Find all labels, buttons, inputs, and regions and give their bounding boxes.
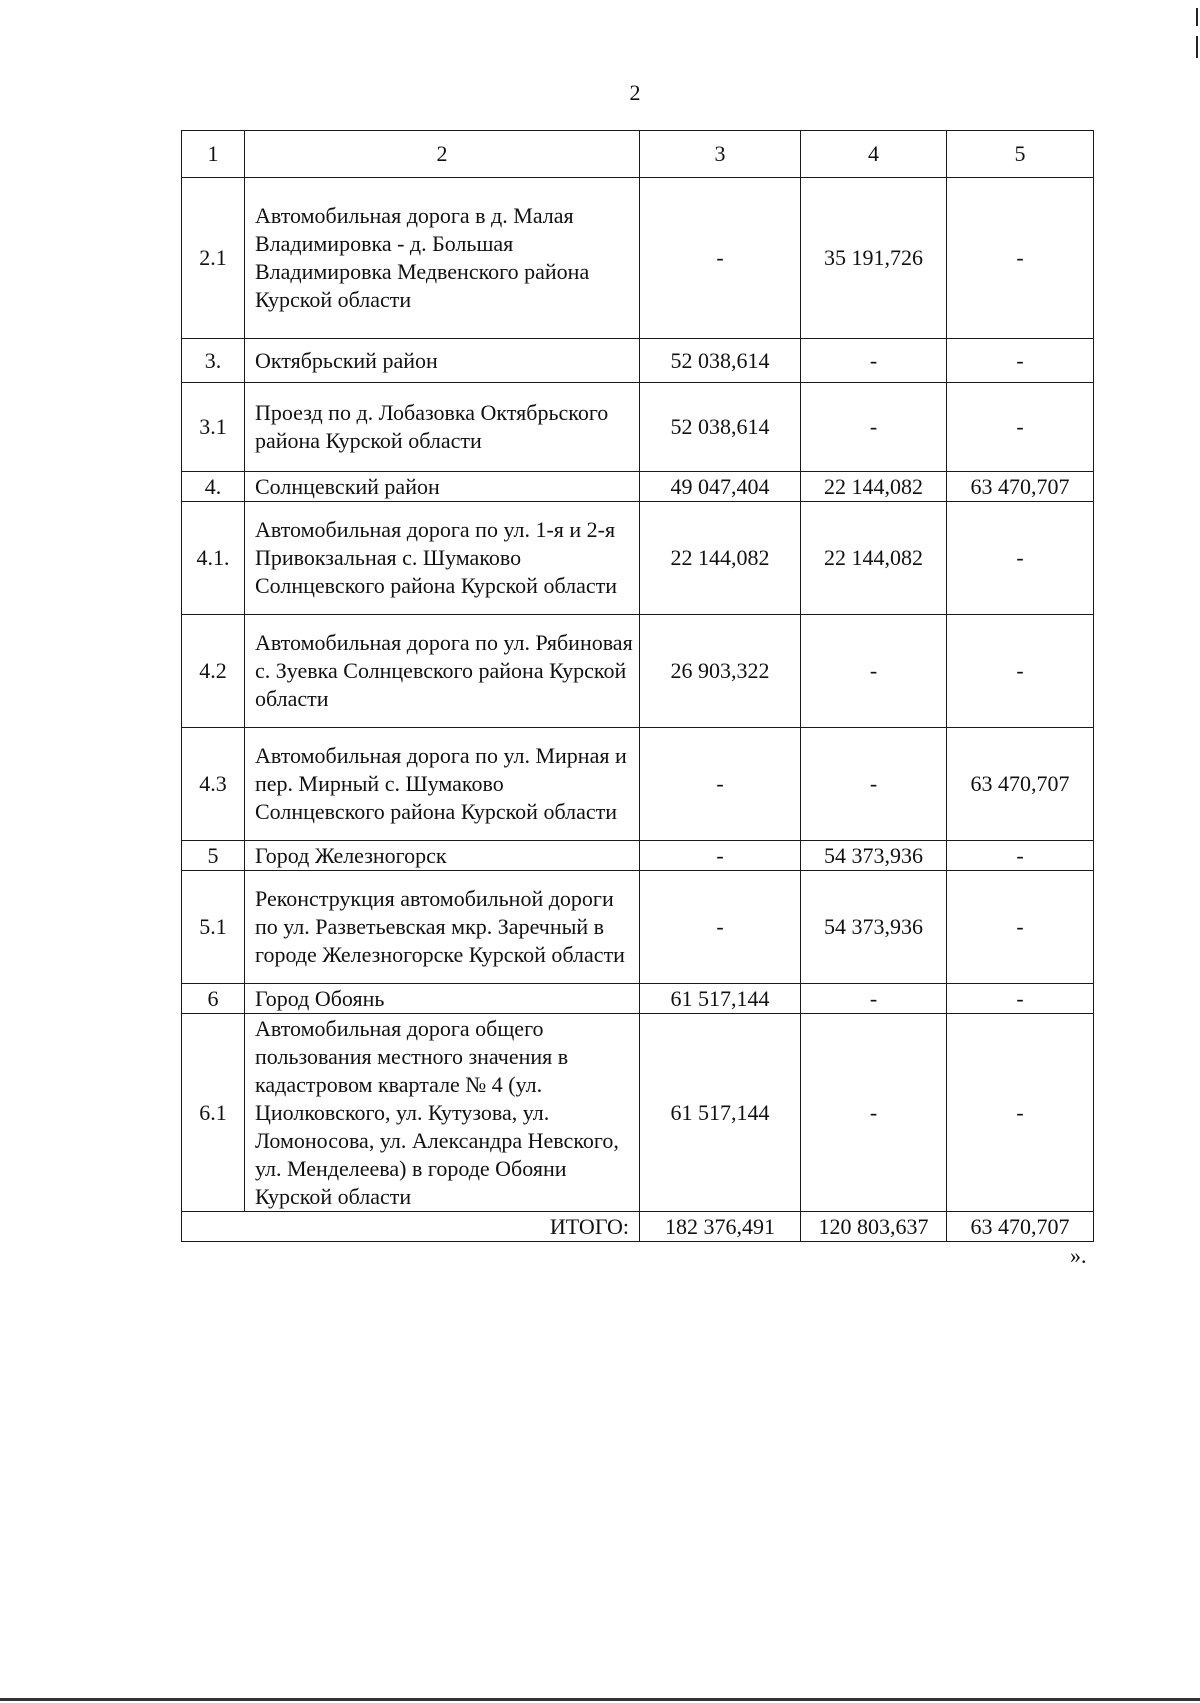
- funding-table: [181, 130, 1094, 1242]
- row-value-col4: 35 191,726: [801, 178, 947, 339]
- row-value-col5: 63 470,707: [947, 728, 1094, 841]
- scan-bottom-edge: [0, 1698, 1200, 1701]
- row-number: 5: [182, 841, 245, 871]
- table-row: [182, 841, 1094, 871]
- row-name: Автомобильная дорога по ул. Мирная и пер. Мирный с. Шумаково Солнцевского района Курской области: [245, 728, 640, 841]
- row-number: 6.1: [182, 1014, 245, 1212]
- row-value-col3: 22 144,082: [640, 502, 801, 615]
- row-value-col4: -: [801, 728, 947, 841]
- funding-table-container: [181, 130, 1093, 1242]
- row-value-col3: -: [640, 871, 801, 984]
- row-value-col4: -: [801, 615, 947, 728]
- table-row: [182, 871, 1094, 984]
- row-number: 4.3: [182, 728, 245, 841]
- row-value-col5: -: [947, 871, 1094, 984]
- scan-edge-mark: [1196, 36, 1198, 58]
- header-cell: 3: [640, 131, 801, 178]
- row-value-col4: -: [801, 1014, 947, 1212]
- row-value-col5: -: [947, 841, 1094, 871]
- row-value-col3: 61 517,144: [640, 1014, 801, 1212]
- row-name: Солнцевский район: [245, 472, 640, 502]
- table-header-row: [182, 131, 1094, 178]
- total-value-col5: 63 470,707: [947, 1212, 1094, 1242]
- row-value-col4: 54 373,936: [801, 841, 947, 871]
- row-value-col3: 61 517,144: [640, 984, 801, 1014]
- row-number: 2.1: [182, 178, 245, 339]
- row-value-col5: -: [947, 984, 1094, 1014]
- row-value-col5: -: [947, 1014, 1094, 1212]
- row-name: Проезд по д. Лобазовка Октябрьского района Курской области: [245, 383, 640, 472]
- header-cell: 5: [947, 131, 1094, 178]
- row-name: Автомобильная дорога по ул. 1-я и 2-я Привокзальная с. Шумаково Солнцевского района Курской области: [245, 502, 640, 615]
- row-value-col4: -: [801, 339, 947, 383]
- total-value-col3: 182 376,491: [640, 1212, 801, 1242]
- row-value-col5: -: [947, 178, 1094, 339]
- row-name: Октябрьский район: [245, 339, 640, 383]
- row-number: 5.1: [182, 871, 245, 984]
- row-value-col4: 54 373,936: [801, 871, 947, 984]
- row-value-col3: 52 038,614: [640, 383, 801, 472]
- row-value-col4: -: [801, 383, 947, 472]
- table-row: [182, 728, 1094, 841]
- row-value-col5: -: [947, 615, 1094, 728]
- row-value-col3: 49 047,404: [640, 472, 801, 502]
- row-name: Автомобильная дорога по ул. Рябиновая с. Зуевка Солнцевского района Курской области: [245, 615, 640, 728]
- page-number: 2: [629, 80, 641, 105]
- table-row: [182, 615, 1094, 728]
- table-row: [182, 339, 1094, 383]
- row-number: 3.1: [182, 383, 245, 472]
- row-value-col4: -: [801, 984, 947, 1014]
- total-label: ИТОГО:: [182, 1212, 640, 1242]
- scan-edge-mark: [1196, 8, 1198, 26]
- row-value-col5: -: [947, 383, 1094, 472]
- table-row: [182, 178, 1094, 339]
- row-number: 6: [182, 984, 245, 1014]
- row-name: Автомобильная дорога общего пользования местного значения в кадастровом квартале № 4 (ул. Циолковского, ул. Кутузова, ул. Ломоносова, ул. Александра Невского, ул. Менделеева) в городе Обояни Курской области: [245, 1014, 640, 1212]
- row-value-col3: -: [640, 178, 801, 339]
- table-total-row: [182, 1212, 1094, 1242]
- row-value-col3: 26 903,322: [640, 615, 801, 728]
- row-number: 4.1.: [182, 502, 245, 615]
- header-cell: 2: [245, 131, 640, 178]
- row-number: 4.2: [182, 615, 245, 728]
- row-name: Город Обоянь: [245, 984, 640, 1014]
- table-row: [182, 472, 1094, 502]
- table-row: [182, 383, 1094, 472]
- table-row: [182, 502, 1094, 615]
- header-cell: 4: [801, 131, 947, 178]
- row-value-col4: 22 144,082: [801, 502, 947, 615]
- closing-quote: ».: [1070, 1243, 1087, 1268]
- row-value-col3: -: [640, 841, 801, 871]
- row-value-col3: -: [640, 728, 801, 841]
- row-number: 3.: [182, 339, 245, 383]
- row-name: Город Железногорск: [245, 841, 640, 871]
- row-value-col4: 22 144,082: [801, 472, 947, 502]
- total-value-col4: 120 803,637: [801, 1212, 947, 1242]
- row-number: 4.: [182, 472, 245, 502]
- table-row: [182, 1014, 1094, 1212]
- row-name: Автомобильная дорога в д. Малая Владимировка - д. Большая Владимировка Медвенского района Курской области: [245, 178, 640, 339]
- table-row: [182, 984, 1094, 1014]
- header-cell: 1: [182, 131, 245, 178]
- row-value-col5: -: [947, 339, 1094, 383]
- row-value-col5: 63 470,707: [947, 472, 1094, 502]
- row-value-col3: 52 038,614: [640, 339, 801, 383]
- row-value-col5: -: [947, 502, 1094, 615]
- row-name: Реконструкция автомобильной дороги по ул. Разветьевская мкр. Заречный в городе Железногорске Курской области: [245, 871, 640, 984]
